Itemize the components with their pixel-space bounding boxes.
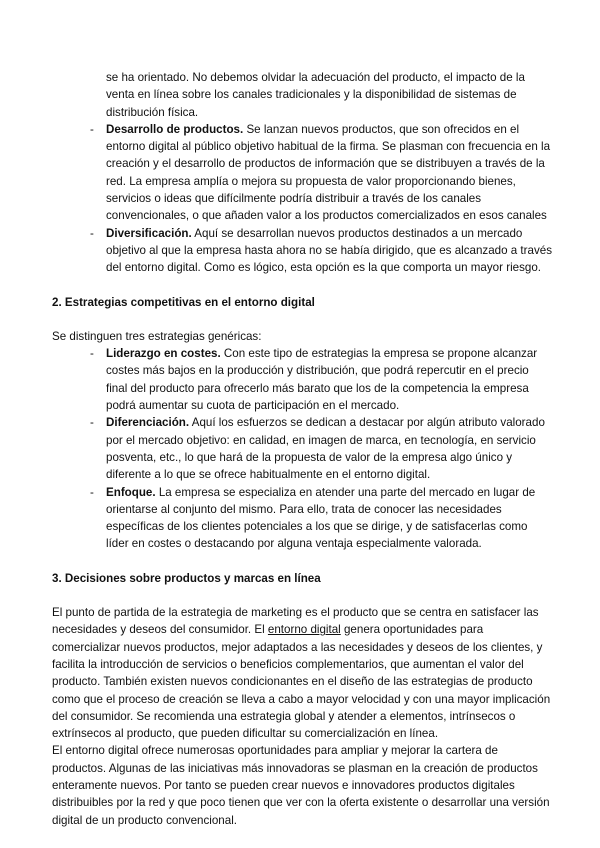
list-item (52, 225, 552, 277)
intro-continuation: se ha orientado. No debemos olvidar la adecuación del producto, el impacto de la venta en línea sobre los canales tradicionales y la disponibilidad de sistemas de distribución física. (106, 71, 525, 119)
item-text: Con este tipo de estrategias la empresa se propone alcanzar costes más bajos en la producción y distribución, que podrá repercutir en el precio final del producto para ofrecerlo más barato que los de la competencia la empresa podrá aumentar su cuota de participación en el mercado. (106, 347, 538, 413)
bullet-marker: - (90, 347, 94, 361)
list-item (52, 121, 552, 225)
item-title: Liderazgo en costes. (106, 347, 221, 361)
item-text: Aquí los esfuerzos se dedican a destacar por algún atributo valorado por el mercado objetivo: en calidad, en imagen de marca, en tecnología, en servicio posventa, etc., lo que hará de la propuesta de valor de la empresa algo único y diferente a lo que se ofrece habitualmente en el entorno digital. (106, 416, 545, 482)
product-strategies-list (52, 121, 552, 277)
item-text: Se lanzan nuevos productos, que son ofrecidos en el entorno digital al público objetivo habitual de la firma. Se plasman con frecuencia en la creación y el desarrollo de productos de información que se distribuyen a través de la red. La empresa amplía o mejora su propuesta de valor proporcionando bienes, servicios o ideas que difícilmente podría distribuir a través de los canales convencionales, o que añaden valor a los productos comercializados en esos canales (106, 122, 551, 223)
bullet-marker: - (90, 226, 94, 240)
section-2-intro: Se distinguen tres estrategias genéricas: (52, 329, 262, 343)
section-3-paragraph-2: El entorno digital ofrece numerosas oportunidades para ampliar y mejorar la cartera de productos. Algunas de las iniciativas más innovadoras se plasman en la creación de productos enteramente nuevos. Por tanto se pueden crear nuevos e innovadores productos digitales distribuibles por la red y que poco tienen que ver con la oferta existente o desarrollar una versión digital de un producto convencional. (52, 744, 550, 827)
bullet-marker: - (90, 416, 94, 430)
bullet-marker: - (90, 485, 94, 499)
item-title: Diferenciación. (106, 416, 190, 430)
list-item (52, 484, 552, 553)
section-heading-3: 3. Decisiones sobre productos y marcas en línea (52, 571, 321, 585)
section-3-paragraph-1 (52, 604, 552, 742)
item-text: La empresa se especializa en atender una parte del mercado en lugar de orientarse al conjunto del mismo. Para ello, trata de conocer las necesidades específicas de los clientes potenciales a los que se dirige, y de satisfacerlas como líder en costes o destacando por alguna ventaja especialmente valorada. (106, 485, 536, 551)
competitive-strategies-list (52, 345, 552, 553)
paragraph-text: El punto de partida de la estrategia de marketing es el producto que se centra en satisfacer las necesidades y deseos del consumidor. El (52, 606, 539, 637)
list-item (52, 345, 552, 414)
section-heading-2: 2. Estrategias competitivas en el entorno digital (52, 295, 315, 309)
bullet-marker: - (90, 122, 94, 136)
item-title: Desarrollo de productos. (106, 122, 244, 136)
list-item (52, 414, 552, 483)
page-content (52, 69, 552, 829)
item-text: Aquí se desarrollan nuevos productos destinados a un mercado objetivo al que la empresa hasta ahora no se había dirigido, que es alcanzado a través del entorno digital. Como es lógico, esta opción es la que comporta un mayor riesgo. (106, 226, 553, 275)
paragraph-text: genera oportunidades para comercializar nuevos productos, mejor adaptados a las necesidades y deseos de los clientes, y facilita la introducción de servicios o beneficios complementarios, que aumentan el valor del producto. También existen nuevos condicionantes en el diseño de las estrategias de producto como que el proceso de creación se lleva a cabo a mayor velocidad y con una mayor implicación del consumidor. Se recomienda una estrategia global y atender a elementos, intrínsecos o extrínsecos al producto, que pueden dificultar su comercialización en línea. (52, 623, 551, 741)
item-title: Diversificación. (106, 226, 192, 240)
item-title: Enfoque. (106, 485, 156, 499)
entorno-digital-link[interactable]: entorno digital (267, 623, 341, 637)
